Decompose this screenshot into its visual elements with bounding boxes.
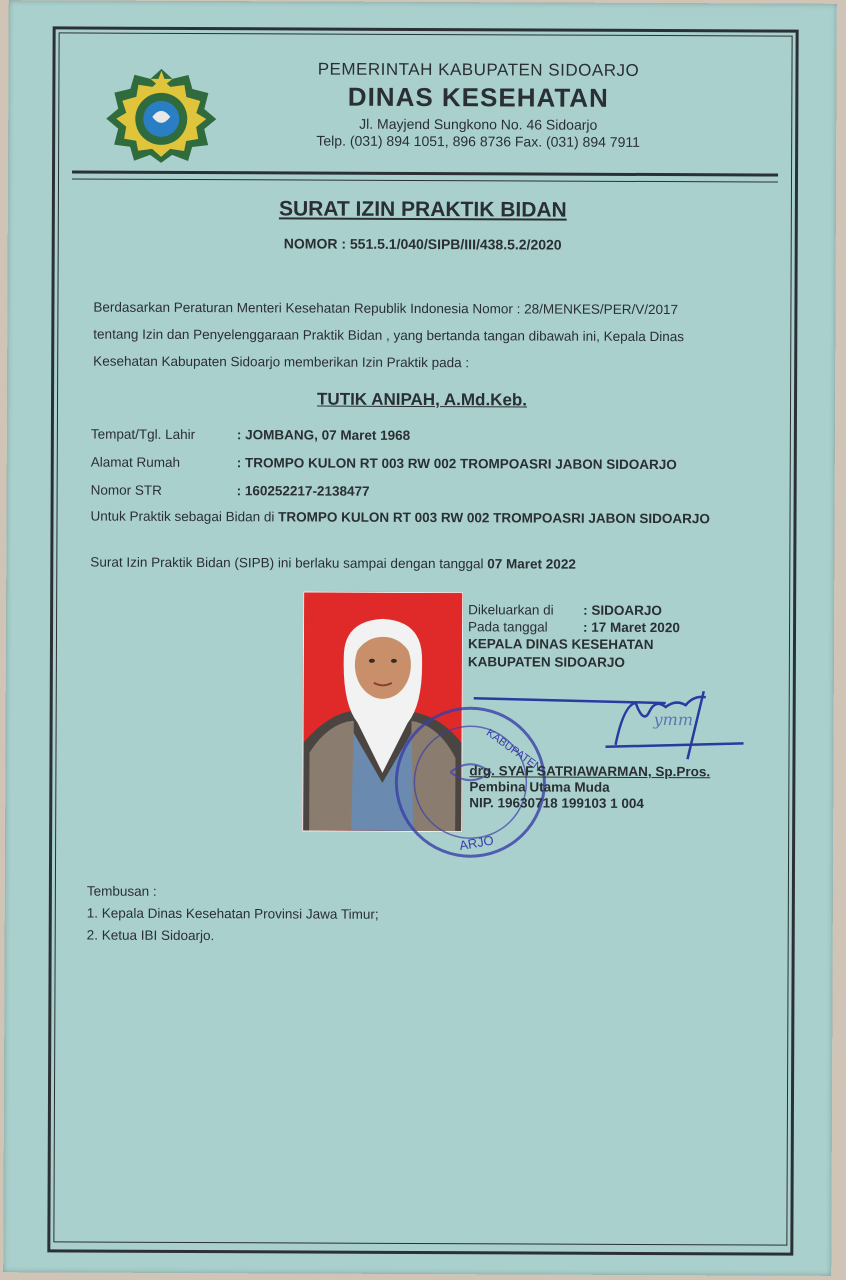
agency-address: Jl. Mayjend Sungkono No. 46 Sidoarjo bbox=[359, 115, 598, 133]
intro-line: Berdasarkan Peraturan Menteri Kesehatan Republik Indonesia Nomor : 28/MENKES/PER/V/2017 bbox=[93, 299, 679, 318]
validity-date: 07 Maret 2022 bbox=[487, 556, 576, 572]
official-name: drg. SYAF SATRIAWARMAN, Sp.Pros. bbox=[469, 763, 711, 780]
practice-address: TROMPO KULON RT 003 RW 002 TROMPOASRI JABON SIDOARJO bbox=[278, 509, 710, 527]
official-nip: NIP. 19630718 199103 1 004 bbox=[469, 795, 644, 811]
document-title: SURAT IZIN PRAKTIK BIDAN bbox=[278, 197, 567, 222]
cc-item: 2. Ketua IBI Sidoarjo. bbox=[86, 927, 215, 944]
field-value: : JOMBANG, 07 Maret 1968 bbox=[236, 427, 411, 443]
issued-at-label: Dikeluarkan di bbox=[468, 602, 554, 618]
cc-item: 1. Kepala Dinas Kesehatan Provinsi Jawa Timur; bbox=[86, 905, 379, 922]
field-address bbox=[91, 455, 771, 476]
government-name: PEMERINTAH KABUPATEN SIDOARJO bbox=[317, 59, 640, 80]
signature-icon bbox=[465, 684, 765, 775]
intro-line: tentang Izin dan Penyelenggaraan Praktik Bidan , yang bertanda tangan dibawah ini, Kepala Dinas bbox=[93, 326, 685, 345]
intro-line: Kesehatan Kabupaten Sidoarjo memberikan Izin Praktik pada : bbox=[93, 353, 470, 371]
validity-prefix: Surat Izin Praktik Bidan (SIPB) ini berlaku sampai dengan tanggal bbox=[90, 554, 488, 572]
issue-date-label: Pada tanggal bbox=[468, 619, 548, 635]
cc-heading: Tembusan : bbox=[86, 883, 157, 899]
practice-location bbox=[90, 508, 750, 529]
issued-at-value: : SIDOARJO bbox=[583, 602, 662, 619]
issue-date-value: : 17 Maret 2020 bbox=[583, 619, 680, 636]
practice-prefix: Untuk Praktik sebagai Bidan di bbox=[90, 508, 279, 525]
agency-name: DINAS KESEHATAN bbox=[347, 81, 609, 113]
document-paper bbox=[3, 0, 837, 1276]
intro-paragraph bbox=[93, 294, 753, 378]
official-rank: Pembina Utama Muda bbox=[469, 779, 610, 795]
official-block bbox=[469, 763, 769, 811]
position-line-2: KABUPATEN SIDOARJO bbox=[467, 654, 625, 670]
stamp-text-bottom: ARJO bbox=[458, 832, 495, 854]
field-str bbox=[91, 483, 771, 504]
regency-emblem-icon bbox=[104, 67, 218, 163]
field-label: Nomor STR bbox=[90, 482, 162, 498]
field-label: Tempat/Tgl. Lahir bbox=[90, 426, 196, 443]
field-value: : 160252217-2138477 bbox=[236, 483, 370, 499]
carbon-copy-list bbox=[87, 881, 487, 949]
field-label: Alamat Rumah bbox=[90, 454, 181, 470]
field-value: : TROMPO KULON RT 003 RW 002 TROMPOASRI JABON SIDOARJO bbox=[236, 455, 677, 473]
validity-statement bbox=[90, 555, 750, 573]
document-number: NOMOR : 551.5.1/040/SIPB/III/438.5.2/2020 bbox=[283, 235, 562, 253]
signature-scrawl: ymm bbox=[653, 710, 694, 730]
issuance-block bbox=[468, 602, 768, 673]
stamp-text-top: KABUPATEN bbox=[483, 726, 544, 775]
position-line-1: KEPALA DINAS KESEHATAN bbox=[467, 636, 654, 653]
holder-name: TUTIK ANIPAH, A.Md.Keb. bbox=[317, 389, 528, 410]
agency-phone: Telp. (031) 894 1051, 896 8736 Fax. (031) 894 7911 bbox=[316, 132, 640, 150]
field-birth bbox=[91, 427, 771, 448]
